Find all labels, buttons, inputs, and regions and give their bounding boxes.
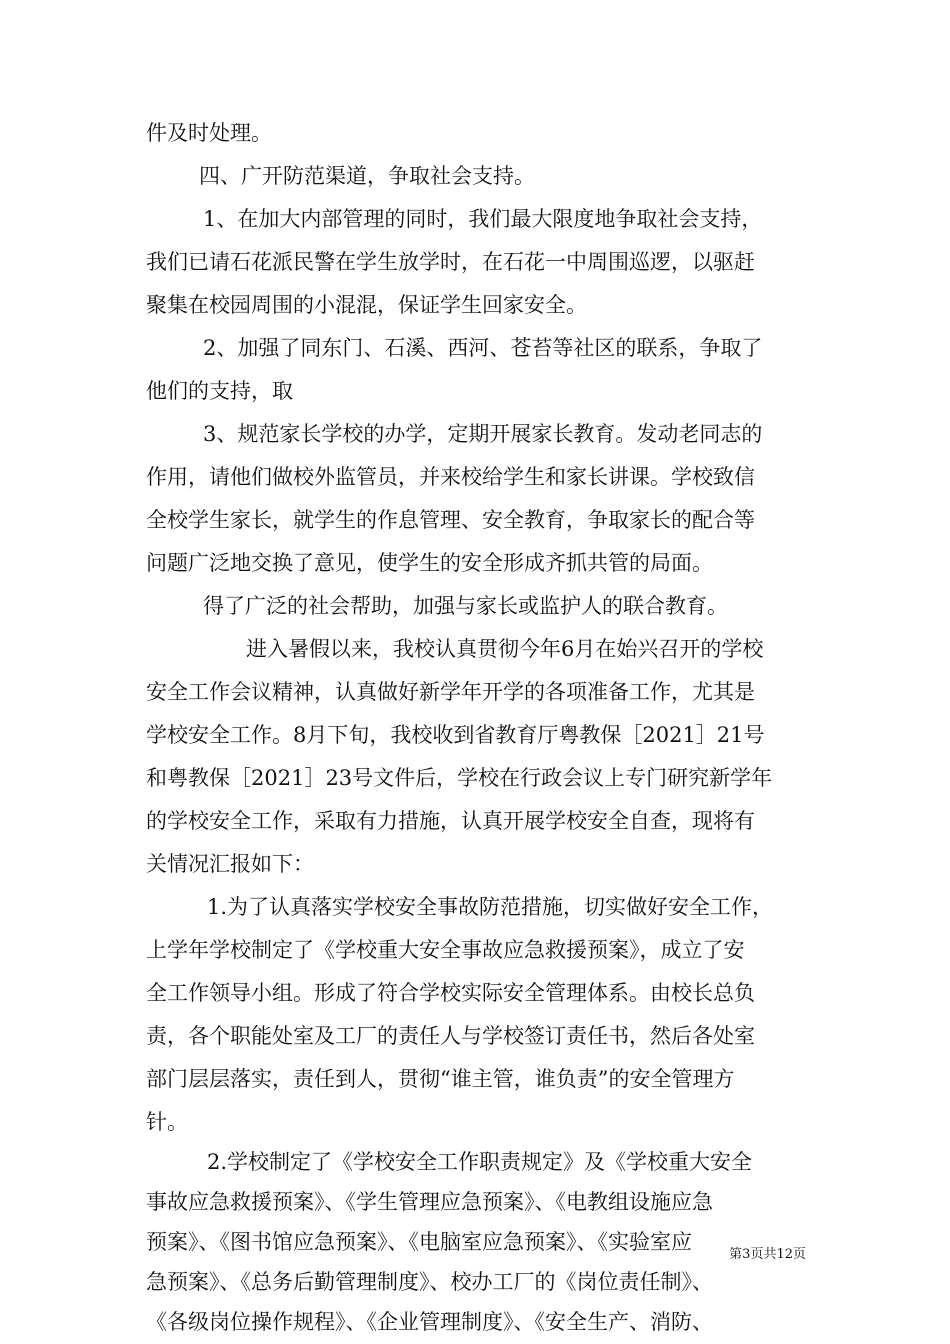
text-line: 得了广泛的社会帮助，加强与家长或监护人的联合教育。 [203, 594, 728, 618]
text-line: 问题广泛地交换了意见，使学生的安全形成齐抓共管的局面。 [146, 551, 713, 575]
text-line: 部门层层落实，责任到人，贯彻“谁主管，谁负责”的安全管理方 [146, 1067, 735, 1091]
text-line: 四、广开防范渠道，争取社会支持。 [199, 164, 535, 188]
text-line: 件及时处理。 [146, 121, 272, 145]
text-line: 1、在加大内部管理的同时，我们最大限度地争取社会支持， [203, 207, 763, 231]
text-line: 3、规范家长学校的办学，定期开展家长教育。发动老同志的 [203, 422, 763, 446]
text-line: 《各级岗位操作规程》、《企业管理制度》、《安全生产、消防、 [146, 1310, 713, 1334]
text-line: 责，各个职能处室及工厂的责任人与学校签订责任书，然后各处室 [146, 1024, 755, 1048]
text-line: 2、加强了同东门、石溪、西河、苍苔等社区的联系，争取了 [203, 336, 763, 360]
text-line: 事故应急救援预案》、《学生管理应急预案》、《电教组设施应急 [146, 1190, 713, 1214]
text-line: 的学校安全工作，采取有力措施，认真开展学校安全自查，现将有 [146, 809, 755, 833]
text-line: 全校学生家长，就学生的作息管理、安全教育，争取家长的配合等 [146, 508, 755, 532]
text-line: 预案》、《图书馆应急预案》、《电脑室应急预案》、《实验室应 [146, 1230, 692, 1254]
text-line: 和粤教保［2021］23号文件后，学校在行政会议上专门研究新学年 [146, 766, 773, 790]
text-line: 作用，请他们做校外监管员，并来校给学生和家长讲课。学校致信 [146, 465, 755, 489]
text-line: 我们已请石花派民警在学生放学时，在石花一中周围巡逻，以驱赶 [146, 250, 755, 274]
text-line: 上学年学校制定了《学校重大安全事故应急救援预案》，成立了安 [146, 938, 745, 962]
text-line: 学校安全工作。8月下旬，我校收到省教育厅粤教保［2021］21号 [146, 723, 765, 747]
text-line: 急预案》、《总务后勤管理制度》、校办工厂的《岗位责任制》、 [146, 1270, 713, 1294]
text-line: 安全工作会议精神，认真做好新学年开学的各项准备工作，尤其是 [146, 680, 755, 704]
text-line: 关情况汇报如下： [146, 852, 314, 876]
text-line: 全工作领导小组。形成了符合学校实际安全管理体系。由校长总负 [146, 981, 755, 1005]
text-line: 针。 [146, 1110, 188, 1134]
page-number: 第3页共12页 [729, 1247, 806, 1262]
text-line: 他们的支持，取 [146, 379, 293, 403]
text-line: 进入暑假以来，我校认真贯彻今年6月在始兴召开的学校 [246, 637, 764, 661]
text-line: 1.为了认真落实学校安全事故防范措施，切实做好安全工作， [207, 895, 774, 919]
text-line: 聚集在校园周围的小混混，保证学生回家安全。 [146, 293, 587, 317]
text-line: 2.学校制定了《学校安全工作职责规定》及《学校重大安全 [207, 1150, 753, 1174]
